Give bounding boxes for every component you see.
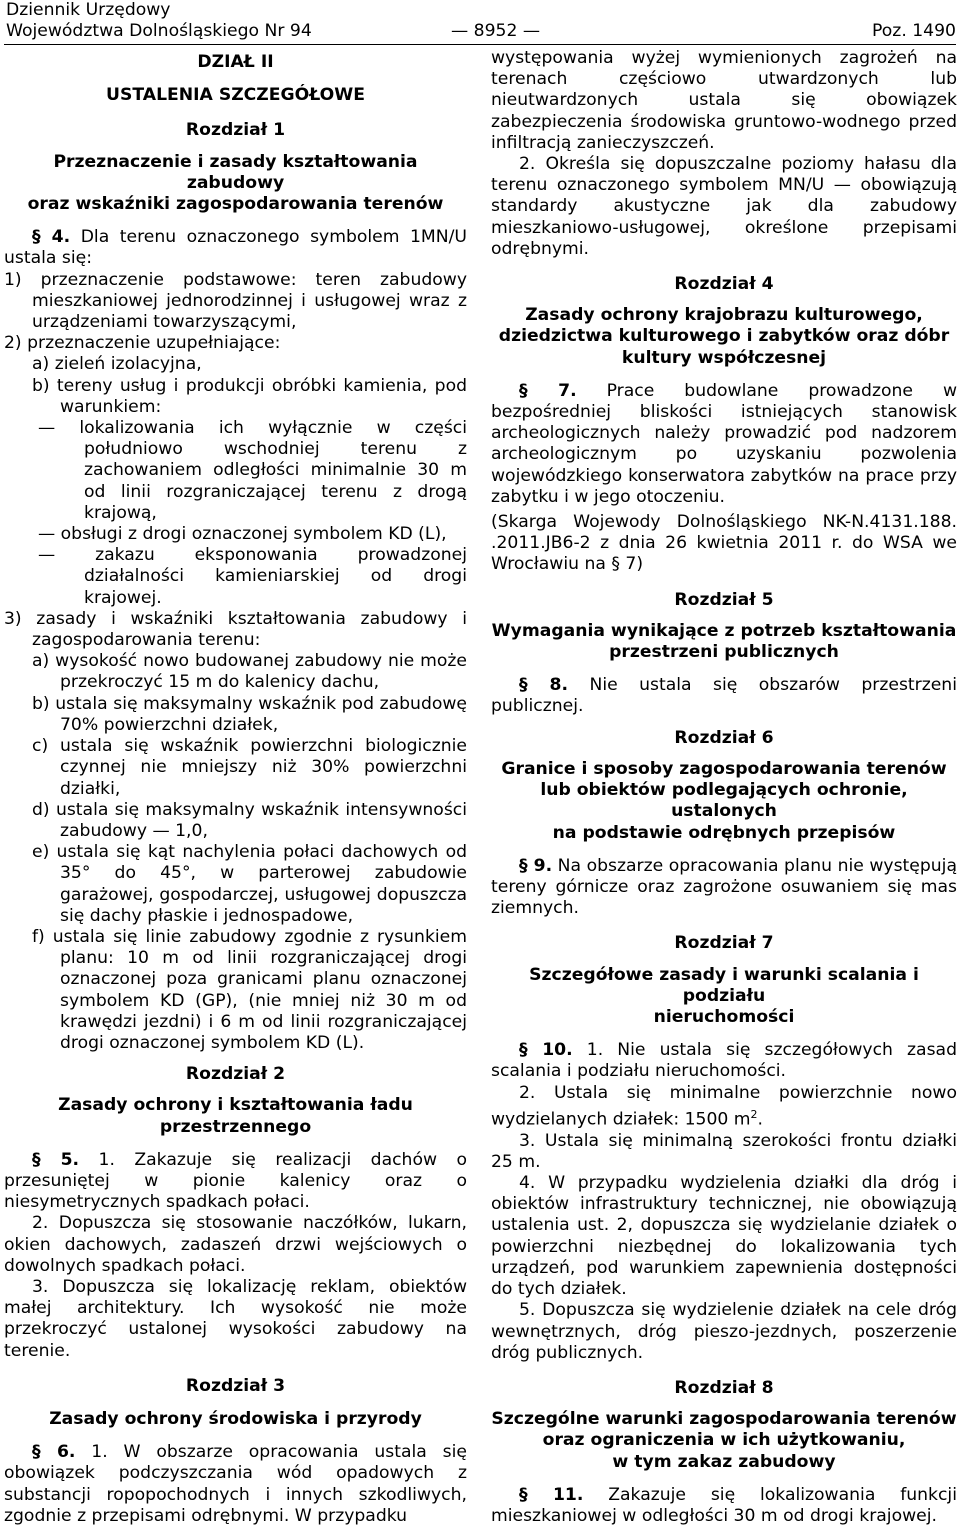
paragraph-11: § 11. Zakazuje się lokalizowania funkcji mieszkaniowej w odległości 30 m od drogi krajowej. bbox=[491, 1484, 957, 1526]
chapter-4-heading: Rozdział 4 bbox=[674, 274, 774, 295]
chapter-4-title-line1: Zasady ochrony krajobrazu kulturowego, bbox=[525, 305, 923, 326]
chapter-4-title-line2: dziedzictwa kulturowego i zabytków oraz dóbr bbox=[498, 326, 950, 347]
paragraph-10-1: § 10. 1. Nie ustala się szczegółowych zasad scalania i podziału nieruchomości. bbox=[491, 1040, 957, 1082]
chapter-2-title-line2: przestrzennego bbox=[159, 1116, 312, 1137]
paragraph-10-4: 4. W przypadku wydzielenia działki dla dróg i obiektów infrastruktury technicznej, nie obowiązują ustalenia ust. 2, dopuszcza się wydzielanie działek o powierzchni niezbędnej do lokalizowania tych urządzeń, pod warunkiem zapewnienia dostępności do tych działek. bbox=[491, 1173, 957, 1300]
paragraph-6-2: 2. Określa się dopuszczalne poziomy hałasu dla terenu oznaczonego symbolem MN/U — obowiązują standardy akustyczne jak dla zabudowy mieszkaniowo-usługowej, określone przepisami odrębnymi. bbox=[491, 154, 957, 259]
chapter-3-title: Zasady ochrony środowiska i przyrody bbox=[49, 1408, 422, 1429]
item-3f: f) ustala się linie zabudowy zgodnie z rysunkiem planu: 10 m od linii rozgraniczającej drogi oznaczonej poza granicami planu oznaczonej symbolem KD (GP), (nie mniej niż 30 m od krawędzi jezdni) i 6 m od linii rozgraniczającej drogi oznaczonej symbolem KD (L). bbox=[32, 926, 467, 1053]
dash-item-3: — zakazu eksponowania prowadzonej działalności kamieniarskiej od drogi krajowej. bbox=[38, 545, 467, 608]
item-3d: d) ustala się maksymalny wskaźnik intensywności zabudowy — 1,0, bbox=[32, 799, 467, 841]
chapter-6-title-line2: lub obiektów podlegających ochronie, ustalonych bbox=[540, 780, 908, 822]
right-column bbox=[491, 48, 957, 1527]
paragraph-mark: § 9. bbox=[519, 855, 553, 876]
position-number: Poz. 1490 bbox=[872, 21, 956, 41]
journal-issue: Województwa Dolnośląskiego Nr 94 bbox=[6, 21, 312, 41]
paragraph-9: § 9. Na obszarze opracowania planu nie występują tereny górnicze oraz zagrożone osuwaniem się mas ziemnych. bbox=[491, 855, 957, 919]
paragraph-5-3: 3. Dopuszcza się lokalizację reklam, obiektów małej architektury. Ich wysokość nie może przekroczyć ustalonej wysokości zabudowy na terenie. bbox=[4, 1276, 467, 1361]
paragraph-5-2: 2. Dopuszcza się stosowanie naczółków, lukarn, okien dachowych, zadaszeń drzwi wejściowych o dowolnych spadkach połaci. bbox=[4, 1213, 467, 1276]
chapter-4-title-line3: kultury współczesnej bbox=[621, 347, 827, 368]
paragraph-mark: § 7. bbox=[519, 380, 577, 401]
chapter-3-heading: Rozdział 3 bbox=[185, 1375, 286, 1396]
paragraph-mark: § 5. bbox=[32, 1149, 80, 1170]
dash-item-1: — lokalizowania ich wyłącznie w części południowo wschodniej terenu z zachowaniem odległości minimalnie 30 m od linii rozgraniczającej terenu z drogą krajową, bbox=[38, 418, 467, 523]
paragraph-10-3: 3. Ustala się minimalną szerokości frontu działki 25 m. bbox=[491, 1130, 957, 1172]
paragraph-mark: § 4. bbox=[32, 227, 71, 248]
paragraph-mark: § 6. bbox=[32, 1442, 76, 1463]
item-3e: e) ustala się kąt nachylenia połaci dachowych od 35° do 45°, w parterowej zabudowie garażowej, gospodarczej, usługowej dopuszcza się dachy płaskie i jednospadowe, bbox=[32, 842, 467, 926]
item-3c: c) ustala się wskaźnik powierzchni biologicznie czynnej nie mniejszy niż 30% powierzchni działki, bbox=[32, 736, 467, 799]
page-header bbox=[6, 0, 956, 42]
chapter-7-title-line2: nieruchomości bbox=[653, 1006, 795, 1027]
paragraph-mark: § 11. bbox=[519, 1484, 584, 1505]
paragraph-5-1: § 5. 1. Zakazuje się realizacji dachów o przesuniętej w pionie kalenicy oraz o niesymetrycznych spadkach połaci. bbox=[4, 1149, 467, 1213]
item-3: 3) zasady i wskaźniki kształtowania zabudowy i zagospodarowania terenu: bbox=[4, 608, 467, 651]
item-3a: a) wysokość nowo budowanej zabudowy nie może przekroczyć 15 m do kalenicy dachu, bbox=[32, 651, 467, 693]
paragraph-8: § 8. Nie ustala się obszarów przestrzeni publicznej. bbox=[491, 675, 957, 717]
paragraph-6-1: § 6. 1. W obszarze opracowania ustala się obowiązek podczyszczania wód opadowych z substancji ropopochodnych i innych szkodliwych, zgodnie z przepisami odrębnymi. W przypadku bbox=[4, 1442, 467, 1526]
paragraph-10-2: 2. Ustala się minimalne powierzchnie nowo wydzielanych działek: 1500 $m^2$. bbox=[491, 1082, 957, 1130]
chapter-8-title-line1: Szczególne warunki zagospodarowania terenów bbox=[491, 1409, 957, 1430]
item-1: 1) przeznaczenie podstawowe: teren zabudowy mieszkaniowej jednorodzinnej i usługowej wraz z urządzeniami towarzyszącymi, bbox=[4, 269, 467, 333]
chapter-5-title-line1: Wymagania wynikające z potrzeb kształtowania bbox=[491, 620, 957, 641]
chapter-6-title-line3: na podstawie odrębnych przepisów bbox=[552, 822, 896, 843]
item-2a: a) zieleń izolacyjna, bbox=[32, 354, 202, 375]
division-heading: DZIAŁ II bbox=[197, 52, 274, 72]
chapter-6-heading: Rozdział 6 bbox=[674, 727, 774, 748]
paragraph-7: § 7. Prace budowlane prowadzone w bezpośredniej bliskości istniejących stanowisk archeologicznych należy prowadzić pod nadzorem archeologicznym po uzyskaniu pozwolenia wojewódzkiego konserwatora zabytków na prace przy zabytku i w jego otoczeniu. bbox=[491, 380, 957, 507]
chapter-8-heading: Rozdział 8 bbox=[674, 1377, 774, 1398]
journal-title: Dziennik Urzędowy bbox=[6, 0, 171, 20]
item-2b: b) tereny usług i produkcji obróbki kamienia, pod warunkiem: bbox=[32, 375, 467, 417]
chapter-5-heading: Rozdział 5 bbox=[674, 589, 774, 610]
paragraph-6-continued: występowania wyżej wymienionych zagrożeń na terenach częściowo utwardzonych lub nieutwardzonych ustala się obowiązek zabezpieczenia środowiska gruntowo-wodnego przed infiltracją zanieczyszczeń. bbox=[491, 48, 957, 153]
left-column bbox=[4, 48, 467, 1527]
header-divider bbox=[4, 44, 956, 45]
chapter-2-title-line1: Zasady ochrony i kształtowania ładu bbox=[58, 1095, 413, 1116]
chapter-6-title-line1: Granice i sposoby zagospodarowania terenów bbox=[501, 758, 947, 779]
chapter-7-heading: Rozdział 7 bbox=[674, 933, 774, 954]
chapter-2-heading: Rozdział 2 bbox=[185, 1064, 286, 1085]
chapter-8-title-line2: oraz ograniczenia w ich użytkowaniu, bbox=[542, 1430, 906, 1451]
item-2: 2) przeznaczenie uzupełniające: bbox=[4, 333, 281, 354]
chapter-5-title-line2: przestrzeni publicznych bbox=[609, 642, 839, 663]
division-title: USTALENIA SZCZEGÓŁOWE bbox=[106, 85, 365, 106]
paragraph-mark: § 10. bbox=[519, 1040, 573, 1061]
paragraph-mark: § 8. bbox=[519, 675, 569, 696]
chapter-8-title-line3: w tym zakaz zabudowy bbox=[612, 1451, 836, 1472]
paragraph-10-5: 5. Dopuszcza się wydzielenie działek na cele dróg wewnętrznych, dróg pieszo-jezdnych, poszerzenie dróg publicznych. bbox=[491, 1300, 957, 1363]
chapter-1-title-line2: oraz wskaźniki zagospodarowania terenów bbox=[27, 194, 444, 215]
chapter-7-title-line1: Szczegółowe zasady i warunki scalania i podziału bbox=[529, 964, 919, 1006]
chapter-1-title-line1: Przeznaczenie i zasady kształtowania zabudowy bbox=[53, 151, 418, 193]
dash-item-2: — obsługi z drogi oznaczonej symbolem KD (L), bbox=[38, 524, 447, 545]
paragraph-4: § 4. Dla terenu oznaczonego symbolem 1MN/U ustala się: bbox=[4, 227, 467, 269]
item-3b: b) ustala się maksymalny wskaźnik pod zabudowę 70% powierzchni działek, bbox=[32, 693, 467, 735]
page-number: — 8952 — bbox=[451, 21, 541, 41]
complaint-note: (Skarga Wojewody Dolnośląskiego NK-N.4131.188. .2011.JB6-2 z dnia 26 kwietnia 2011 r. do WSA we Wrocławiu na § 7) bbox=[491, 512, 957, 575]
chapter-1-heading: Rozdział 1 bbox=[185, 120, 286, 141]
